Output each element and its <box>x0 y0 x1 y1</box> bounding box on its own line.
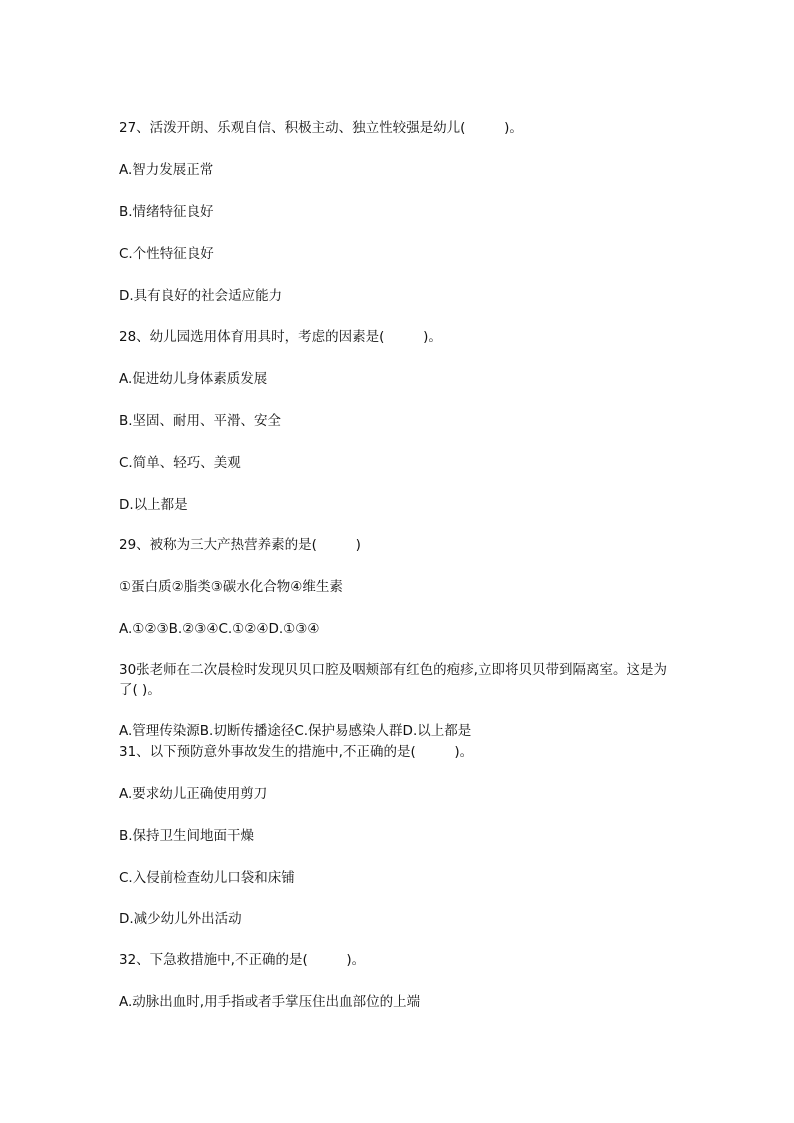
question-31-option-d: D.减少幼儿外出活动 <box>119 911 242 927</box>
question-27-option-c: C.个性特征良好 <box>119 246 214 262</box>
question-27-stem: 27、活泼开朗、乐观自信、积极主动、独立性较强是幼儿( )。 <box>119 120 523 136</box>
question-31-option-a: A.要求幼儿正确使用剪刀 <box>119 786 268 802</box>
question-28-option-b: B.坚固、耐用、平滑、安全 <box>119 413 282 429</box>
question-27-option-b: B.情绪特征良好 <box>119 204 214 220</box>
question-31-option-b: B.保持卫生间地面干燥 <box>119 828 255 844</box>
question-28-option-a: A.促进幼儿身体素质发展 <box>119 371 268 387</box>
question-27-option-a: A.智力发展正常 <box>119 162 214 178</box>
question-29-stem: 29、被称为三大产热营养素的是( ) <box>119 537 361 553</box>
question-31-stem: 31、以下预防意外事故发生的措施中,不正确的是( )。 <box>119 744 474 760</box>
question-28-option-d: D.以上都是 <box>119 497 188 513</box>
question-32-option-a: A.动脉出血时,用手指或者手掌压住出血部位的上端 <box>119 994 421 1010</box>
question-29-options: A.①②③B.②③④C.①②④D.①③④ <box>119 621 320 637</box>
question-28-stem: 28、幼儿园选用体育用具时，考虑的因素是( )。 <box>119 329 442 345</box>
question-31-option-c: C.入侵前检查幼儿口袋和床铺 <box>119 870 295 886</box>
question-32-stem: 32、下急救措施中,不正确的是( )。 <box>119 952 366 968</box>
question-28-option-c: C.简单、轻巧、美观 <box>119 455 241 471</box>
question-27-option-d: D.具有良好的社会适应能力 <box>119 288 283 304</box>
question-30-options: A.管理传染源B.切断传播途径C.保护易感染人群D.以上都是 <box>119 723 472 739</box>
question-30-stem: 30张老师在二次晨检时发现贝贝口腔及咽颊部有红色的疱疹,立即将贝贝带到隔离室。这是为了( )。 <box>119 662 667 698</box>
question-29-items: ①蛋白质②脂类③碳水化合物④维生素 <box>119 579 343 595</box>
